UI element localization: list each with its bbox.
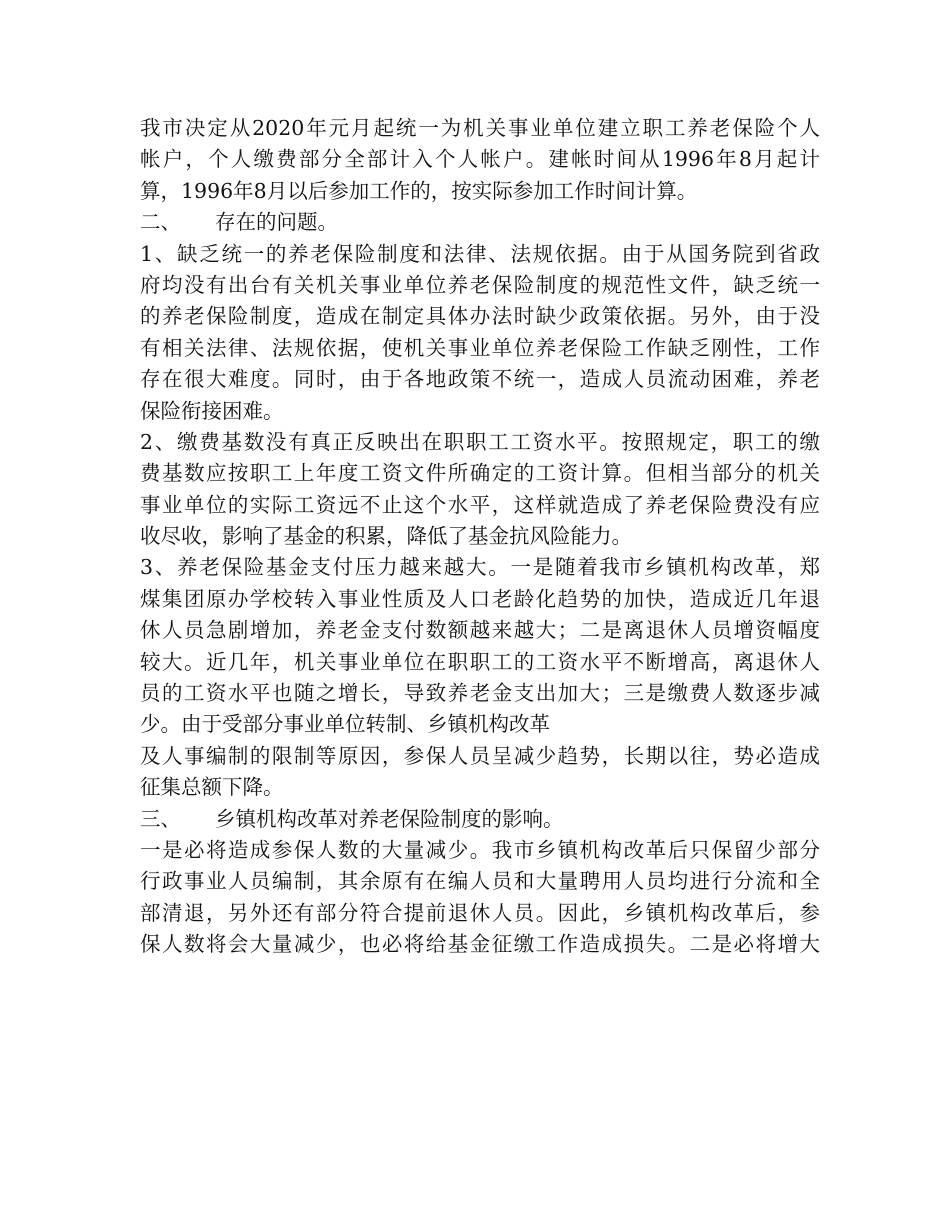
section-number: 二、 bbox=[140, 210, 181, 235]
text-line: 2、缴费基数没有真正反映出在职职工工资水平。按照规定，职工的缴 bbox=[140, 429, 820, 454]
text-line: 一是必将造成参保人数的大量减少。我市乡镇机构改革后只保留少部分 bbox=[140, 837, 820, 862]
text-line: 收尽收，影响了基金的积累，降低了基金抗风险能力。 bbox=[140, 524, 632, 549]
text-line: 保险衔接困难。 bbox=[140, 398, 284, 423]
text-line: 少。由于受部分事业单位转制、乡镇机构改革 bbox=[140, 712, 550, 737]
document-page bbox=[140, 113, 820, 961]
text-line: 及人事编制的限制等原因，参保人员呈减少趋势，长期以往，势必造成 bbox=[140, 743, 820, 768]
text-line: 员的工资水平也随之增长，导致养老金支出加大；三是缴费人数逐步减 bbox=[140, 681, 820, 706]
text-line: 行政事业人员编制，其余原有在编人员和大量聘用人员均进行分流和全 bbox=[140, 869, 820, 894]
text-line: 算，1996年8月以后参加工作的，按实际参加工作时间计算。 bbox=[140, 178, 698, 203]
section-heading bbox=[140, 804, 820, 835]
text-line: 我市决定从2020年元月起统一为机关事业单位建立职工养老保险个人 bbox=[140, 116, 820, 140]
text-line: 3、养老保险基金支付压力越来越大。一是随着我市乡镇机构改革，郑 bbox=[140, 555, 820, 580]
text-line: 事业单位的实际工资远不止这个水平，这样就造成了养老保险费没有应 bbox=[140, 492, 820, 517]
text-line: 部清退，另外还有部分符合提前退休人员。因此，乡镇机构改革后，参 bbox=[140, 900, 820, 925]
text-line: 府均没有出台有关机关事业单位养老保险制度的规范性文件，缺乏统一 bbox=[140, 272, 820, 297]
text-line: 煤集团原办学校转入事业性质及人口老龄化趋势的加快，造成近几年退 bbox=[140, 586, 820, 611]
section-number: 三、 bbox=[140, 806, 181, 831]
section-heading bbox=[140, 207, 820, 238]
text-line: 有相关法律、法规依据，使机关事业单位养老保险工作缺乏刚性，工作 bbox=[140, 335, 820, 360]
text-line: 1、缺乏统一的养老保险制度和法律、法规依据。由于从国务院到省政 bbox=[140, 241, 820, 266]
section-title: 存在的问题。 bbox=[215, 210, 338, 235]
text-line: 费基数应按职工上年度工资文件所确定的工资计算。但相当部分的机关 bbox=[140, 461, 820, 486]
text-line: 征集总额下降。 bbox=[140, 775, 284, 800]
text-line: 存在很大难度。同时，由于各地政策不统一，造成人员流动困难，养老 bbox=[140, 367, 820, 392]
text-line: 较大。近几年，机关事业单位在职职工的工资水平不断增高，离退休人 bbox=[140, 649, 820, 674]
section-title: 乡镇机构改革对养老保险制度的影响。 bbox=[215, 806, 564, 831]
text-line: 的养老保险制度，造成在制定具体办法时缺少政策依据。另外，由于没 bbox=[140, 304, 820, 329]
text-line: 保人数将会大量减少，也必将给基金征缴工作造成损失。二是必将增大 bbox=[140, 932, 820, 957]
text-line: 帐户，个人缴费部分全部计入个人帐户。建帐时间从1996年8月起计 bbox=[140, 147, 820, 172]
text-line: 休人员急剧增加，养老金支付数额越来越大；二是离退休人员增资幅度 bbox=[140, 618, 820, 643]
